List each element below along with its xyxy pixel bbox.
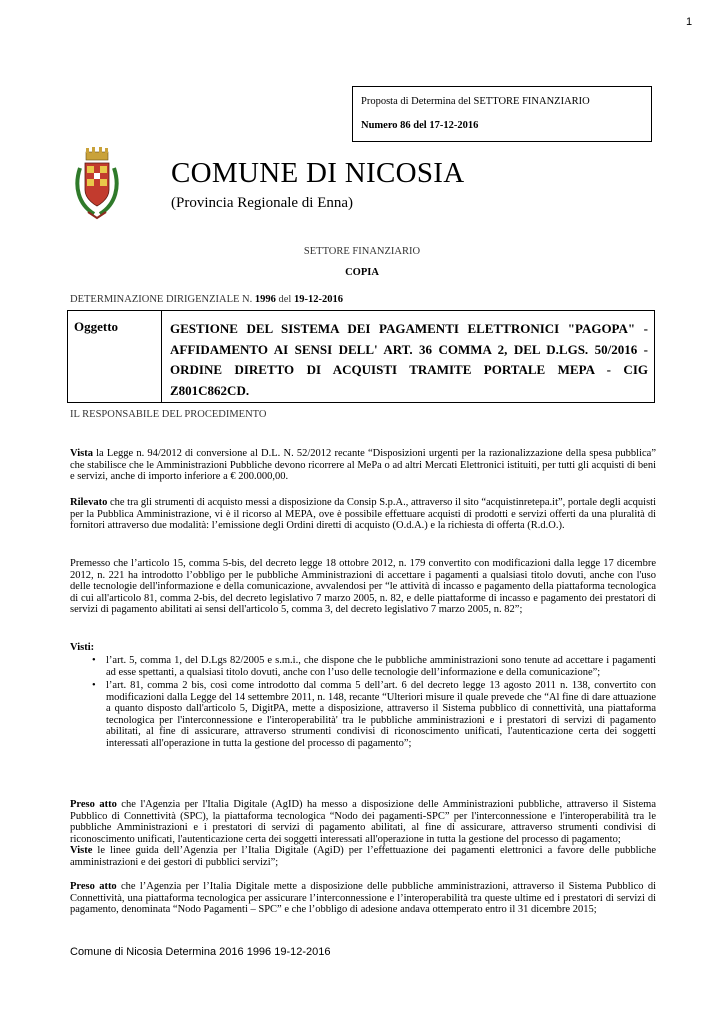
paragraph-text: le linee guida dell’Agenzia per l’Italia Digitale (AgiD) per l’effettuazione dei pagamenti elettronici a favore delle pubbliche amministrazioni e dei gestori di pubblici servizi”;	[70, 845, 656, 868]
proposal-line1: Proposta di Determina del SETTORE FINANZIARIO	[361, 96, 590, 107]
determ-prefix: DETERMINAZIONE DIRIGENZIALE N.	[70, 294, 253, 305]
paragraph-lead: Preso atto	[70, 799, 117, 810]
determ-date: 19-12-2016	[293, 294, 343, 305]
coat-of-arms-icon	[74, 146, 120, 222]
paragraph-viste	[70, 845, 656, 868]
page-subtitle: (Provincia Regionale di Enna)	[171, 195, 354, 211]
paragraph-lead: Preso atto	[70, 881, 117, 892]
paragraph-preso-atto-2	[70, 881, 656, 916]
paragraph-preso-atto-1	[70, 799, 656, 845]
proposal-box	[352, 86, 652, 142]
paragraph-text: che tra gli strumenti di acquisto messi a disposizione da Consip S.p.A., attraverso il sito “acquistinretepa.it”, portale degli acquisti per la Pubblica Amministrazione, vi è il ricorso al MEPA, ove è possibile effettuare acquisti di prodotti e servizi offerti da una pluralità di fornitori attraverso due modalità: l’emissione degli Ordini diretti di acquisto (O.d.A.) e la richiesta di offerta (R.d.O.).	[70, 497, 656, 531]
paragraph-premesso	[70, 558, 656, 616]
page-title: COMUNE DI NICOSIA	[171, 157, 465, 189]
copia-label: COPIA	[345, 267, 379, 278]
determ-del: del	[278, 294, 292, 305]
settore-label: SETTORE FINANZIARIO	[303, 246, 421, 257]
determ-number: 1996	[254, 294, 276, 305]
visti-heading: Visti:	[70, 642, 95, 653]
paragraph-lead: Vista	[70, 448, 93, 459]
proposal-line2: Numero 86 del 17-12-2016	[361, 120, 479, 131]
paragraph-lead: Rilevato	[70, 497, 108, 508]
oggetto-text: GESTIONE DEL SISTEMA DEI PAGAMENTI ELETTRONICI "PAGOPA" - AFFIDAMENTO AI SENSI DELL' ART. 36 COMMA 2, DEL D.LGS. 50/2016 - ORDINE DIRETTO DI ACQUISTI TRAMITE PORTALE MEPA - CIG Z801C862CD.	[170, 321, 648, 398]
page-footer: Comune di Nicosia Determina 2016 1996 19-12-2016	[70, 946, 331, 958]
responsabile-heading: IL RESPONSABILE DEL PROCEDIMENTO	[70, 409, 267, 420]
oggetto-table	[67, 310, 655, 403]
oggetto-label: Oggetto	[68, 311, 162, 402]
list-item: • l’art. 5, comma 1, del D.Lgs 82/2005 e s.m.i., che dispone che le pubbliche amministrazioni sono tenute ad accettare i pagamenti ad esse spettanti, a qualsiasi titolo dovuti, anche con l’uso delle tecnologie dell’informazione e della comunicazione”;	[90, 655, 656, 678]
visti-list	[90, 655, 656, 751]
paragraph-lead: Viste	[70, 845, 93, 856]
paragraph-rilevato	[70, 497, 656, 532]
paragraph-text: che l’Agenzia per l’Italia Digitale mette a disposizione delle pubbliche amministrazioni, attraverso il Sistema Pubblico di Connettività, una piattaforma tecnologica per assicurare l’interconnessione e l’interoperabilità tra queste ultime ed i prestatori di servizi di pagamento, denominata “Nodo Pagamenti – SPC” e che l’obbligo di adesione andava ottemperato entro il 31 dicembre 2015;	[70, 881, 656, 915]
paragraph-text: Premesso che l’articolo 15, comma 5-bis, del decreto legge 18 ottobre 2012, n. 179 convertito con modificazioni dalla legge 17 dicembre 2012, n. 221 ha introdotto l’obbligo per le pubbliche Amministrazioni di accettare i pagamenti a qualsiasi titolo dovuti, anche con l'uso delle tecnologie dell'informazione e della comunicazione, avvalendosi per “le attività di incasso e pagamento della piattaforma tecnologica di cui all'articolo 81, comma 2-bis, del decreto legislativo 7 marzo 2005, n. 82, e delle piattaforme di incasso e pagamento dei prestatori di servizi di pagamento abilitati ai sensi dell'articolo 5, comma 3, del decreto legislativo 7 marzo 2005, n. 82”;	[70, 558, 656, 615]
paragraph-vista	[70, 448, 656, 483]
paragraph-text: la Legge n. 94/2012 di conversione al D.L. N. 52/2012 recante “Disposizioni urgenti per la razionalizzazione della spesa pubblica” che stabilisce che le Amministrazioni Pubbliche devono ricorrere al MePa o ad altri Mercati Elettronici istituiti, per tutti gli acquisti di beni e servizi, anche di importo inferiore a € 200.000,00.	[70, 448, 656, 482]
determinazione-line	[70, 294, 343, 305]
page-number: 1	[686, 16, 693, 28]
list-item: • l’art. 81, comma 2 bis, così come introdotto dal comma 5 dell’art. 6 del decreto legge 13 agosto 2011 n. 138, convertito con modificazioni dalla Legge del 14 settembre 2011, n. 148, recante “Ulteriori misure il quale prevede che “Al fine di dare attuazione a quanto disposto dall'articolo 5, DigitPA, mette a disposizione, attraverso il Sistema pubblico di connettività, una piattaforma tecnologica per l'interconnessione e l'interoperabilità' tra le pubbliche amministrazioni e i prestatori di servizi di pagamento abilitati, al fine di assicurare, attraverso strumenti condivisi di riconoscimento unificati, l'autenticazione certa dei soggetti interessati all'operazione in tutta la gestione del processo di pagamento”;	[90, 680, 656, 749]
paragraph-text: che l'Agenzia per l'Italia Digitale (AgID) ha messo a disposizione delle Amministrazioni pubbliche, attraverso il Sistema Pubblico di Connettività (SPC), la piattaforma tecnologica “Nodo dei pagamenti-SPC” per l'interconnessione e l'interoperabilità tra le pubbliche Amministrazioni e i prestatori di servizi di pagamento abilitati, al fine di assicurare, attraverso strumenti condivisi di riconoscimento unificati, l'autenticazione certa dei soggetti interessati all'operazione in tutta la gestione del processo di pagamento;	[70, 799, 656, 845]
